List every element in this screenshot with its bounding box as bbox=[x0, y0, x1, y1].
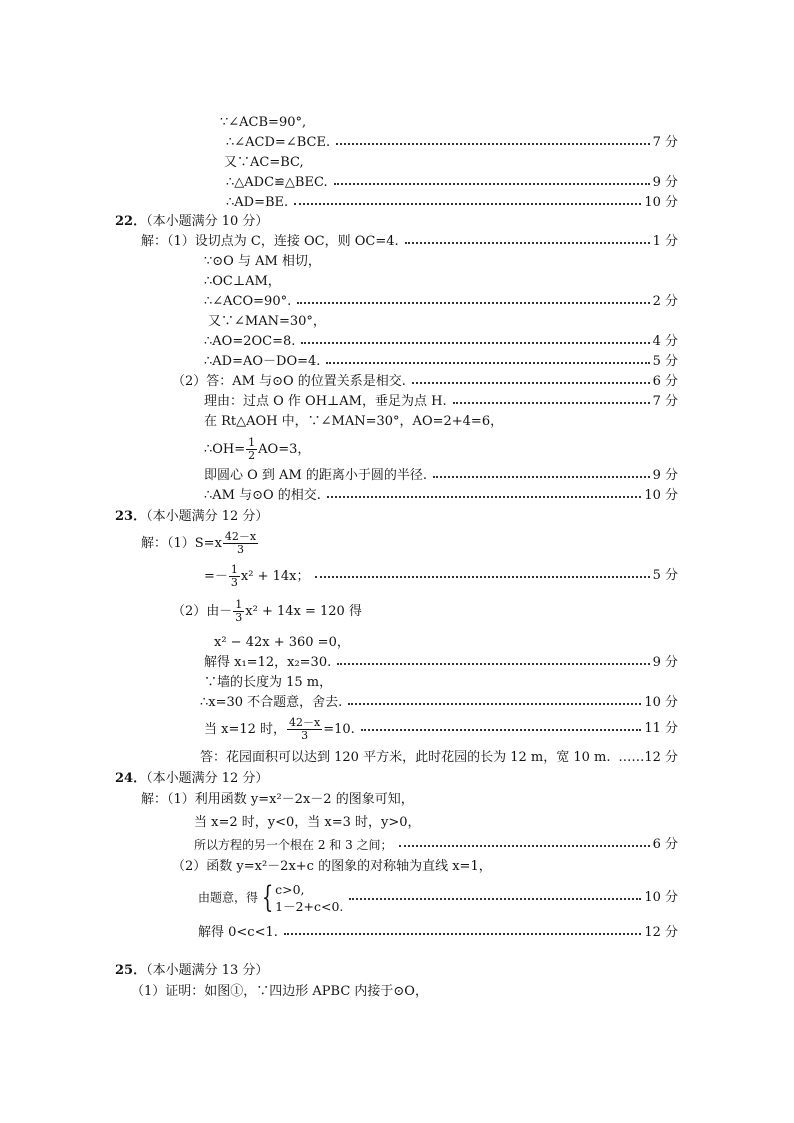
q23-line-6: ∵墙的长度为 15 m， bbox=[204, 675, 333, 690]
q24-line-3: 所以方程的另一个根在 2 和 3 之间； 6 分 bbox=[194, 837, 678, 852]
dot-leader bbox=[348, 703, 641, 705]
dot-leader bbox=[297, 302, 649, 304]
q22-line-7: ∴AD=AO－DO=4. 5 分 bbox=[204, 354, 678, 369]
q25-heading bbox=[115, 962, 268, 980]
q22-line-6: ∴AO=2OC=8. 4 分 bbox=[204, 334, 678, 349]
q24-line-5: 由题意，得 { c>0, 1－2+c<0. 10 分 bbox=[198, 880, 678, 915]
question-number: 24． bbox=[115, 771, 147, 786]
q24-heading bbox=[115, 770, 268, 788]
score: 5 分 bbox=[652, 354, 678, 369]
q21-line-2: ∴∠ACD=∠BCE. 7 分 bbox=[226, 135, 678, 150]
q23-line-2: =－ $\frac{1}{3}$ x² + 14x； 5 分 bbox=[204, 562, 678, 589]
dot-leader bbox=[326, 362, 649, 364]
q21-line-3: 又∵AC=BC, bbox=[224, 155, 304, 170]
q24-line-2: 当 x=2 时，y<0，当 x=3 时，y>0， bbox=[194, 815, 421, 830]
q23-line-3: （2）由－ $\frac{1}{3}$ x² + 14x = 120 得 bbox=[172, 598, 362, 624]
score: 9 分 bbox=[652, 655, 678, 670]
fraction: $\frac{1}{3}$ bbox=[235, 598, 243, 624]
dot-leader bbox=[412, 382, 650, 384]
q22-heading bbox=[115, 213, 268, 231]
score: 4 分 bbox=[652, 334, 678, 349]
q22-line-3: ∴OC⊥AM， bbox=[204, 274, 281, 289]
q23-line-9: 答：花园面积可以达到 120 平方米，此时花园的长为 12 m，宽 10 m. ……12 分 bbox=[200, 750, 678, 765]
dot-leader bbox=[334, 183, 650, 185]
q24-line-1: 解：（1）利用函数 y=x²－2x－2 的图象可知， bbox=[141, 792, 414, 807]
dot-leader bbox=[399, 845, 650, 847]
q23-line-4: x² − 42x + 360 =0， bbox=[214, 635, 350, 650]
score: 6 分 bbox=[652, 374, 678, 389]
score: 10 分 bbox=[644, 890, 678, 905]
q25-line-1: （1）证明：如图①，∵四边形 APBC 内接于⊙O， bbox=[131, 984, 428, 999]
score: 10 分 bbox=[644, 695, 678, 710]
dot-leader bbox=[361, 729, 642, 731]
question-number: 22． bbox=[115, 214, 147, 229]
dot-leader bbox=[315, 576, 649, 578]
question-title: （本小题满分 13 分） bbox=[146, 963, 269, 978]
dot-leader bbox=[284, 933, 641, 935]
question-number: 23． bbox=[115, 509, 147, 524]
score: 7 分 bbox=[652, 394, 678, 409]
q21-line-4: ∴△ADC≌△BEC. 9 分 bbox=[226, 175, 678, 190]
score: 9 分 bbox=[652, 175, 678, 190]
fraction: $\frac{1}{2}$ bbox=[248, 436, 256, 462]
equation-system: c>0, 1－2+c<0. bbox=[275, 882, 344, 914]
q23-heading bbox=[115, 508, 268, 526]
q23-line-8: 当 x=12 时， $\frac{42-x}{3}$ =10. 11 分 bbox=[204, 715, 678, 742]
dot-leader bbox=[337, 663, 649, 665]
q23-line-5: 解得 x₁=12，x₂=30. 9 分 bbox=[204, 655, 678, 670]
q22-line-10: 在 Rt△AOH 中，∵∠MAN=30°，AO=2+4=6， bbox=[204, 414, 504, 429]
q22-line-1: 解：（1）设切点为 C，连接 OC，则 OC=4. 1 分 bbox=[141, 234, 678, 249]
dot-leader bbox=[405, 242, 650, 244]
question-number: 25． bbox=[115, 963, 147, 978]
score: 9 分 bbox=[652, 468, 678, 483]
dot-leader bbox=[336, 143, 650, 145]
q23-line-1: 解：（1）S=x $\frac{42-x}{3}$ bbox=[141, 530, 257, 556]
score: 2 分 bbox=[652, 294, 678, 309]
q24-line-6: 解得 0<c<1. 12 分 bbox=[198, 925, 678, 940]
question-title: （本小题满分 12 分） bbox=[146, 771, 269, 786]
q24-line-4: （2）函数 y=x²－2x+c 的图象的对称轴为直线 x=1， bbox=[172, 859, 492, 874]
score: 5 分 bbox=[652, 568, 678, 583]
fraction: $\frac{42-x}{3}$ bbox=[224, 530, 257, 556]
score: 6 分 bbox=[652, 837, 678, 852]
q22-line-9: 理由：过点 O 作 OH⊥AM，垂足为点 H. 7 分 bbox=[204, 394, 678, 409]
q23-line-7: ∴x=30 不合题意，舍去. 10 分 bbox=[200, 695, 678, 710]
q22-line-2: ∵⊙O 与 AM 相切， bbox=[204, 254, 321, 269]
score: 1 分 bbox=[652, 234, 678, 249]
q22-line-12: 即圆心 O 到 AM 的距离小于圆的半径. 9 分 bbox=[204, 468, 678, 483]
score: 11 分 bbox=[644, 721, 678, 736]
dot-leader bbox=[294, 203, 641, 205]
q22-line-8: （2）答：AM 与⊙O 的位置关系是相交. 6 分 bbox=[172, 374, 678, 389]
dot-leader bbox=[453, 402, 650, 404]
score: ……12 分 bbox=[618, 750, 678, 765]
score: 12 分 bbox=[644, 925, 678, 940]
question-title: （本小题满分 12 分） bbox=[146, 509, 269, 524]
score: 7 分 bbox=[652, 135, 678, 150]
brace: { bbox=[261, 880, 274, 915]
dot-leader bbox=[327, 496, 641, 498]
dot-leader bbox=[433, 476, 650, 478]
q21-line-5: ∴AD=BE. 10 分 bbox=[226, 195, 678, 210]
q21-line-1: ∵∠ACB=90°, bbox=[220, 115, 307, 130]
q22-line-13: ∴AM 与⊙O 的相交. 10 分 bbox=[204, 488, 678, 503]
score: 10 分 bbox=[644, 488, 678, 503]
fraction: $\frac{42-x}{3}$ bbox=[289, 715, 321, 742]
question-title: （本小题满分 10 分） bbox=[146, 214, 269, 229]
q22-line-4: ∴∠ACO=90°. 2 分 bbox=[204, 294, 678, 309]
q22-line-5: 又∵∠MAN=30°， bbox=[208, 314, 326, 329]
q22-line-11: ∴OH= $\frac{1}{2}$ AO=3， bbox=[204, 436, 311, 462]
dot-leader bbox=[301, 342, 649, 344]
score: 10 分 bbox=[644, 195, 678, 210]
fraction: $\frac{1}{3}$ bbox=[230, 562, 238, 589]
dot-leader bbox=[349, 898, 641, 900]
